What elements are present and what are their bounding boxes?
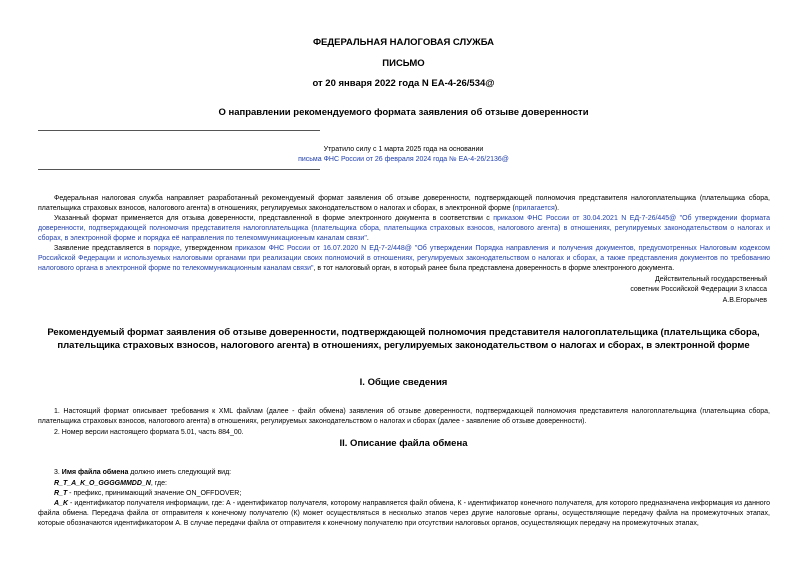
attachment-link[interactable]: прилагается <box>514 205 555 212</box>
document-date-number: от 20 января 2022 года N ЕА-4-26/534@ <box>312 78 495 89</box>
order-448-link[interactable]: приказом ФНС России от 16.07.2020 N ЕД-7-2/448@ "Об утверждении Порядка направления и получения документов, предусмотренных Налоговым кодексом Российской Федерации и используемых налоговыми органами при реализации своих полномочий в отношениях, регулируемых законодательством о налогах и сборах, а также представления документов по требованию налогового органа в электронной форме по телекоммуникационным каналам связи" <box>38 245 770 272</box>
procedure-link[interactable]: порядке <box>153 245 180 252</box>
status-note-line1: Утратило силу с 1 марта 2025 года на основании <box>323 146 484 153</box>
agency-title: ФЕДЕРАЛЬНАЯ НАЛОГОВАЯ СЛУЖБА <box>312 37 495 48</box>
section-1-paragraph-2: 2. Номер версии настоящего формата 5.01, часть 884_00. <box>54 429 244 436</box>
signature-name: А.В.Егорычев <box>722 297 767 304</box>
section-1-paragraph-1: 1. Настоящий формат описывает требования к XML файлам (далее - файл обмена) заявления об отзыве доверенности, подтверждающей полномочия представителя налогоплательщика (плательщика сбора, плательщика страховых взносов, налогового агента) в отношениях, регулируемых законодательством о налогах и сборах (далее - заявление об отзыве доверенности). <box>38 408 770 425</box>
body-paragraph-2: Указанный формат применяется для отзыва доверенности, представленной в форме электронного документа в соответствии с приказом ФНС России от 30.04.2021 N ЕД-7-26/445@ "Об утверждении формата доверенности, подтверждающей полномочия представителя налогоплательщика (плательщика сбора, плательщика страховых взносов, налогового агента) в отношениях, регулируемых законодательством о налогах и сборах, в электронной форме и порядка её направления по телекоммуникационным каналам связи". <box>38 215 770 242</box>
section-2-paragraph-3: 3. Имя файла обмена должно иметь следующий вид: <box>54 469 232 476</box>
signature-position-1: Действительный государственный <box>655 276 767 283</box>
body-paragraph-1: Федеральная налоговая служба направляет разработанный рекомендуемый формат заявления об отзыве доверенности, подтверждающей полномочия представителя налогоплательщика (плательщика сбора, плательщика страховых взносов, налогового агента) в отношениях, регулируемых законодательством о налогах и сборах, в электронной форме (прилагается). <box>38 195 770 212</box>
body-paragraph-3: Заявление представляется в порядке, утвержденном приказом ФНС России от 16.07.2020 N ЕД-7-2/448@ "Об утверждении Порядка направления и получения документов, предусмотренных Налоговым кодексом Российской Федерации и используемых налоговыми органами при реализации своих полномочий в отношениях, регулируемых законодательством о налогах и сборах, а также представления документов по требованию налогового органа в электронной форме по телекоммуникационным каналам связи", в тот налоговый орган, в который ранее была представлена доверенность в форме электронного документа. <box>38 245 770 272</box>
prefix-description: R_T - префикс, принимающий значение ON_OFFDOVER; <box>54 490 242 497</box>
filename-pattern: R_T_A_K_O_GGGGMMDD_N, где: <box>54 480 167 487</box>
recipient-id-description: A_K - идентификатор получателя информации, где: А - идентификатор получателя, которому направляется файл обмена, К - идентификатор конечного получателя, для которого предназначена информация из данного файла обмена. Передача файла от отправителя к конечному получателю (К) может осуществляться в несколько этапов через другие налоговые органы, осуществляющие передачу файла на промежуточных этапах, которые обозначаются идентификатором А. В случае передачи файла от отправителя к конечному получателю при отсутствии налоговых органов, осуществляющих передачу на промежуточных этапах, <box>38 500 770 527</box>
repeal-letter-link[interactable]: письма ФНС России от 26 февраля 2024 года № ЕА-4-26/2136@ <box>298 156 509 163</box>
divider-top <box>38 130 320 131</box>
status-note-line2 <box>0 155 807 165</box>
order-445-link[interactable]: приказом ФНС России от 30.04.2021 N ЕД-7-26/445@ "Об утверждении формата доверенности, подтверждающей полномочия представителя налогоплательщика (плательщика сбора, плательщика страховых взносов, налогового агента) в отношениях, регулируемых законодательством о налогах и сборах, в электронной форме и порядка её направления по телекоммуникационным каналам связи" <box>38 215 770 242</box>
document-type: ПИСЬМО <box>382 58 425 69</box>
divider-bottom <box>38 169 320 170</box>
section-2-title: II. Описание файла обмена <box>339 438 468 449</box>
format-title: Рекомендуемый формат заявления об отзыве доверенности, подтверждающей полномочия представителя налогоплательщика (плательщика сбора, плательщика страховых взносов, налогового агента) в отношениях, регулируемых законодательством о налогах и сборах, в электронной форме <box>47 327 760 351</box>
section-1-title: I. Общие сведения <box>359 377 448 388</box>
signature-position-2: советник Российской Федерации 3 класса <box>630 286 767 293</box>
document-subject: О направлении рекомендуемого формата заявления об отзыве доверенности <box>218 107 589 118</box>
